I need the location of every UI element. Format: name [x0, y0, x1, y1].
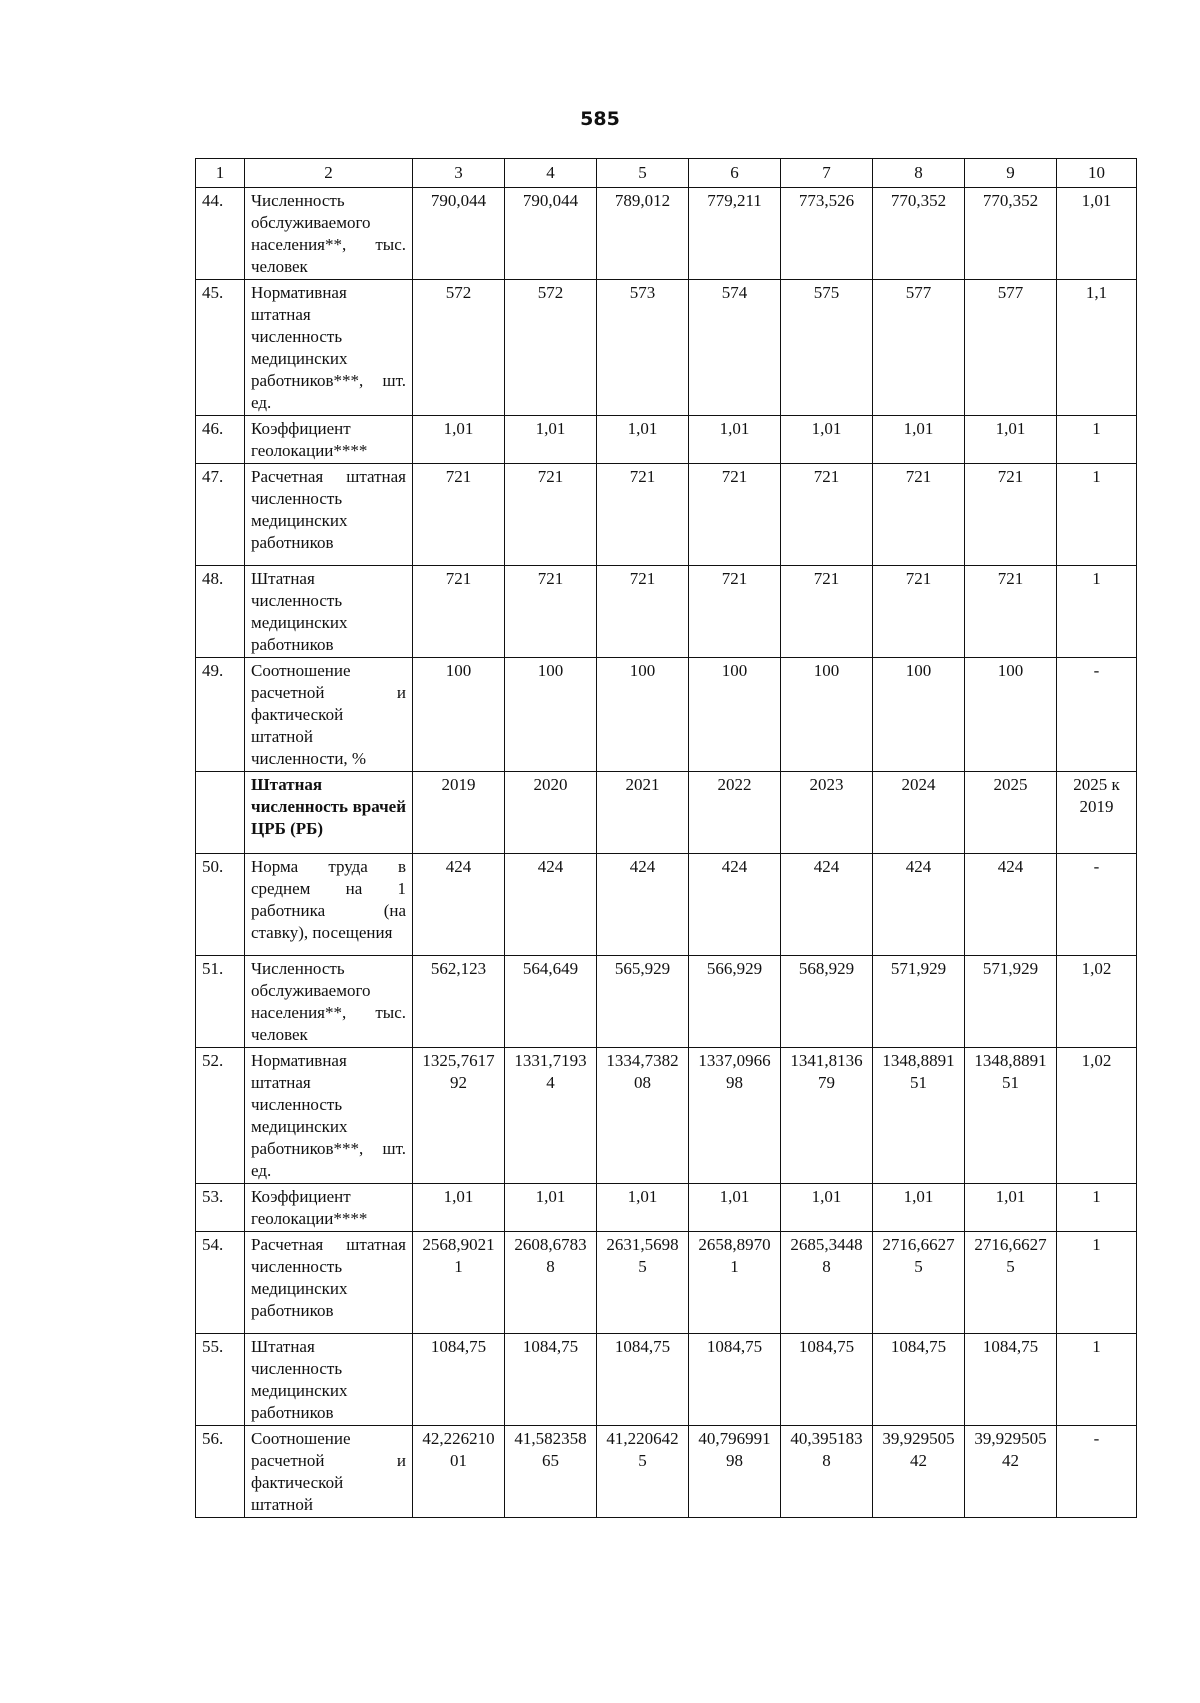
cell-value: 721	[873, 464, 965, 566]
cell-value: 721	[505, 566, 597, 658]
cell-value: 1,01	[781, 1184, 873, 1232]
cell-value: 1348,889151	[873, 1048, 965, 1184]
cell-value: 572	[505, 280, 597, 416]
cell-value: 1,01	[873, 416, 965, 464]
row-label: Соотношение расчетной и фактической штатной численности, %	[245, 658, 413, 772]
cell-value: 1,01	[413, 1184, 505, 1232]
cell-value: 2716,66275	[873, 1232, 965, 1334]
cell-value: 721	[597, 464, 689, 566]
table-row	[196, 1334, 1137, 1426]
column-number: 8	[873, 159, 965, 188]
cell-value: 1084,75	[781, 1334, 873, 1426]
row-number: 44.	[196, 188, 245, 280]
cell-value: -	[1057, 1426, 1137, 1518]
cell-value: 2658,89701	[689, 1232, 781, 1334]
cell-value: 1,01	[1057, 188, 1137, 280]
cell-value: 39,92950542	[965, 1426, 1057, 1518]
cell-value: 100	[781, 658, 873, 772]
row-label: Коэффициент геолокации****	[245, 416, 413, 464]
row-label: Коэффициент геолокации****	[245, 1184, 413, 1232]
column-number: 3	[413, 159, 505, 188]
row-label: Норма труда в среднем на 1 работника (на ставку), посещения	[245, 854, 413, 956]
row-number: 53.	[196, 1184, 245, 1232]
cell-value: 41,58235865	[505, 1426, 597, 1518]
cell-value: 572	[413, 280, 505, 416]
row-label: Численность обслуживаемого населения**, тыс. человек	[245, 956, 413, 1048]
cell-value: 2716,66275	[965, 1232, 1057, 1334]
cell-value: 424	[505, 854, 597, 956]
cell-value: 773,526	[781, 188, 873, 280]
cell-value: 1,01	[781, 416, 873, 464]
cell-value: 721	[781, 464, 873, 566]
cell-value: 40,3951838	[781, 1426, 873, 1518]
cell-value: 100	[689, 658, 781, 772]
row-number: 47.	[196, 464, 245, 566]
row-number: 50.	[196, 854, 245, 956]
cell-value: 424	[689, 854, 781, 956]
column-number: 10	[1057, 159, 1137, 188]
cell-value: 1,02	[1057, 956, 1137, 1048]
cell-value: 100	[873, 658, 965, 772]
cell-value: 100	[597, 658, 689, 772]
cell-value: 564,649	[505, 956, 597, 1048]
table-row	[196, 280, 1137, 416]
cell-value: 571,929	[965, 956, 1057, 1048]
cell-value: 100	[965, 658, 1057, 772]
cell-value: 1	[1057, 464, 1137, 566]
section-header-row	[196, 772, 1137, 854]
cell-value: 2023	[781, 772, 873, 854]
cell-value: 42,22621001	[413, 1426, 505, 1518]
cell-value: 2568,90211	[413, 1232, 505, 1334]
cell-value: 790,044	[505, 188, 597, 280]
cell-value: -	[1057, 658, 1137, 772]
cell-value: 2608,67838	[505, 1232, 597, 1334]
row-number: 46.	[196, 416, 245, 464]
cell-value: 1,01	[965, 416, 1057, 464]
table-row	[196, 956, 1137, 1048]
row-number: 56.	[196, 1426, 245, 1518]
cell-value: 789,012	[597, 188, 689, 280]
table-row	[196, 464, 1137, 566]
cell-value: 1341,813679	[781, 1048, 873, 1184]
cell-value: 1084,75	[413, 1334, 505, 1426]
cell-value: 1,01	[873, 1184, 965, 1232]
cell-value: 1,01	[413, 416, 505, 464]
cell-value: 424	[597, 854, 689, 956]
column-number: 2	[245, 159, 413, 188]
cell-value: 1,01	[505, 1184, 597, 1232]
cell-value: 2021	[597, 772, 689, 854]
table-row	[196, 188, 1137, 280]
cell-value: 721	[689, 566, 781, 658]
cell-value: 562,123	[413, 956, 505, 1048]
table-row	[196, 1184, 1137, 1232]
cell-value: 1,02	[1057, 1048, 1137, 1184]
table-row	[196, 416, 1137, 464]
cell-value: 1331,71934	[505, 1048, 597, 1184]
cell-value: 573	[597, 280, 689, 416]
row-number: 51.	[196, 956, 245, 1048]
cell-value: 1084,75	[873, 1334, 965, 1426]
row-label: Штатная численность медицинских работников	[245, 566, 413, 658]
row-label: Численность обслуживаемого населения**, тыс. человек	[245, 188, 413, 280]
cell-value: 779,211	[689, 188, 781, 280]
row-number: 49.	[196, 658, 245, 772]
staffing-table	[195, 158, 1137, 1518]
column-number: 5	[597, 159, 689, 188]
cell-value: 424	[781, 854, 873, 956]
cell-value: 424	[965, 854, 1057, 956]
cell-value: 1348,889151	[965, 1048, 1057, 1184]
cell-value: 574	[689, 280, 781, 416]
table-row	[196, 1232, 1137, 1334]
cell-value: 721	[965, 464, 1057, 566]
cell-value: 1,01	[689, 1184, 781, 1232]
cell-value: 2020	[505, 772, 597, 854]
cell-value: 721	[505, 464, 597, 566]
cell-value: 1	[1057, 1334, 1137, 1426]
column-number: 1	[196, 159, 245, 188]
cell-value: 577	[873, 280, 965, 416]
cell-value: 2631,56985	[597, 1232, 689, 1334]
cell-value: 1	[1057, 1184, 1137, 1232]
cell-value: 40,79699198	[689, 1426, 781, 1518]
cell-value: 770,352	[873, 188, 965, 280]
column-number: 6	[689, 159, 781, 188]
row-number	[196, 772, 245, 854]
column-number: 9	[965, 159, 1057, 188]
table-row	[196, 566, 1137, 658]
row-number: 54.	[196, 1232, 245, 1334]
cell-value: 721	[873, 566, 965, 658]
row-number: 45.	[196, 280, 245, 416]
column-number-row	[196, 159, 1137, 188]
cell-value: 721	[597, 566, 689, 658]
column-number: 4	[505, 159, 597, 188]
table-row	[196, 854, 1137, 956]
cell-value: 2022	[689, 772, 781, 854]
cell-value: 1	[1057, 416, 1137, 464]
cell-value: 721	[781, 566, 873, 658]
cell-value: 100	[413, 658, 505, 772]
row-number: 52.	[196, 1048, 245, 1184]
cell-value: 2019	[413, 772, 505, 854]
column-number: 7	[781, 159, 873, 188]
cell-value: 721	[689, 464, 781, 566]
cell-value: 721	[965, 566, 1057, 658]
row-label: Расчетная штатная численность медицинских работников	[245, 464, 413, 566]
cell-value: 770,352	[965, 188, 1057, 280]
cell-value: 100	[505, 658, 597, 772]
cell-value: 424	[873, 854, 965, 956]
row-number: 48.	[196, 566, 245, 658]
cell-value: -	[1057, 854, 1137, 956]
row-label: Соотношение расчетной и фактической штатной	[245, 1426, 413, 1518]
cell-value: 566,929	[689, 956, 781, 1048]
row-number: 55.	[196, 1334, 245, 1426]
row-label: Нормативная штатная численность медицинских работников***, шт. ед.	[245, 1048, 413, 1184]
cell-value: 1,01	[597, 1184, 689, 1232]
cell-value: 2025 к 2019	[1057, 772, 1137, 854]
row-label: Штатная численность медицинских работников	[245, 1334, 413, 1426]
cell-value: 577	[965, 280, 1057, 416]
cell-value: 1,01	[597, 416, 689, 464]
table-row	[196, 1426, 1137, 1518]
row-label: Штатная численность врачей ЦРБ (РБ)	[245, 772, 413, 854]
cell-value: 565,929	[597, 956, 689, 1048]
row-label: Нормативная штатная численность медицинских работников***, шт. ед.	[245, 280, 413, 416]
cell-value: 2025	[965, 772, 1057, 854]
cell-value: 571,929	[873, 956, 965, 1048]
cell-value: 790,044	[413, 188, 505, 280]
cell-value: 721	[413, 566, 505, 658]
cell-value: 1	[1057, 566, 1137, 658]
cell-value: 39,92950542	[873, 1426, 965, 1518]
cell-value: 568,929	[781, 956, 873, 1048]
cell-value: 1084,75	[505, 1334, 597, 1426]
cell-value: 2024	[873, 772, 965, 854]
cell-value: 2685,34488	[781, 1232, 873, 1334]
page-number: 585	[580, 108, 620, 130]
table-row	[196, 658, 1137, 772]
cell-value: 721	[413, 464, 505, 566]
cell-value: 41,2206425	[597, 1426, 689, 1518]
cell-value: 575	[781, 280, 873, 416]
cell-value: 1334,738208	[597, 1048, 689, 1184]
cell-value: 1337,096698	[689, 1048, 781, 1184]
cell-value: 1	[1057, 1232, 1137, 1334]
cell-value: 1,01	[965, 1184, 1057, 1232]
cell-value: 1,01	[689, 416, 781, 464]
table-row	[196, 1048, 1137, 1184]
cell-value: 1325,761792	[413, 1048, 505, 1184]
cell-value: 1084,75	[597, 1334, 689, 1426]
cell-value: 1084,75	[965, 1334, 1057, 1426]
cell-value: 1,1	[1057, 280, 1137, 416]
cell-value: 1084,75	[689, 1334, 781, 1426]
cell-value: 1,01	[505, 416, 597, 464]
cell-value: 424	[413, 854, 505, 956]
row-label: Расчетная штатная численность медицинских работников	[245, 1232, 413, 1334]
